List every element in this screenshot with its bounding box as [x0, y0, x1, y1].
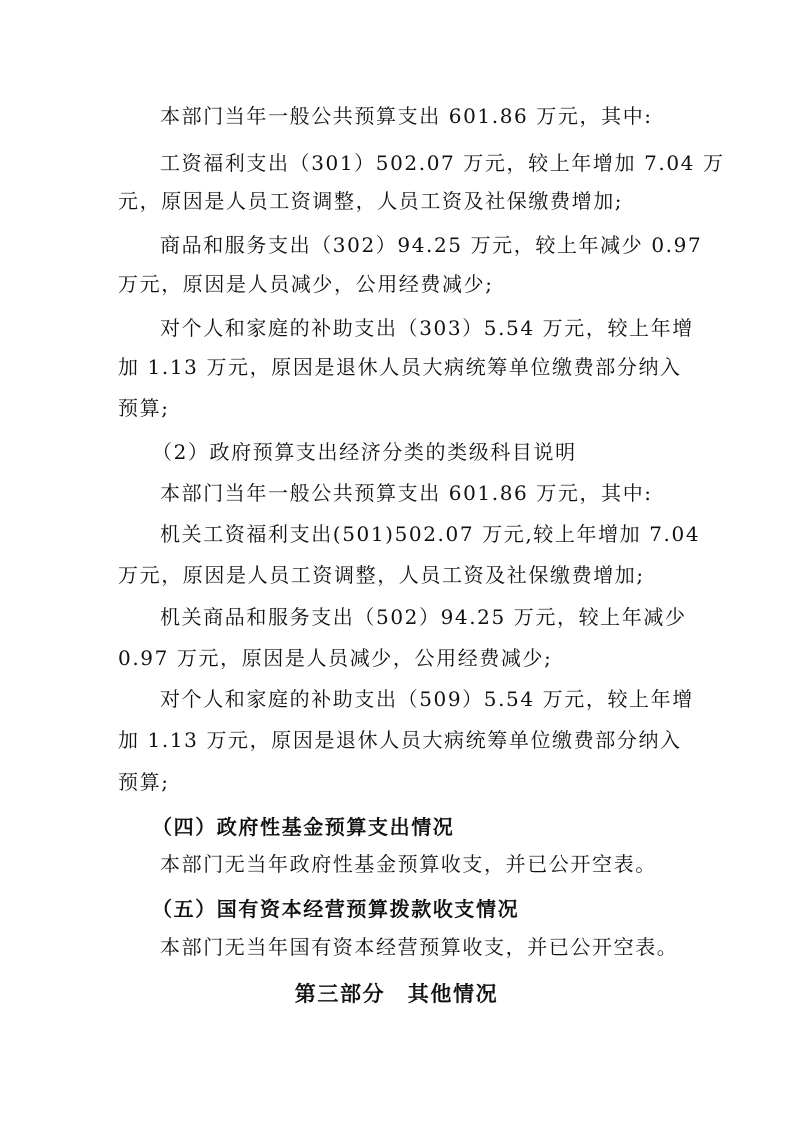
- subsection-title: （2）政府预算支出经济分类的类级科目说明: [152, 440, 577, 464]
- paragraph-line: 机关工资福利支出(501)502.07 万元,较上年增加 7.04: [160, 522, 701, 546]
- paragraph-line: 商品和服务支出（302）94.25 万元，较上年减少 0.97: [160, 233, 703, 257]
- section-title-government-fund: （四）政府性基金预算支出情况: [152, 815, 455, 839]
- paragraph-line: 对个人和家庭的补助支出（509）5.54 万元，较上年增: [160, 687, 694, 711]
- paragraph-line: 本部门无当年国有资本经营预算收支，并已公开空表。: [160, 935, 679, 959]
- paragraph-line: 对个人和家庭的补助支出（303）5.54 万元，较上年增: [160, 316, 694, 340]
- paragraph-line: 加 1.13 万元，原因是退休人员大病统筹单位缴费部分纳入: [118, 355, 682, 379]
- paragraph-line: 预算;: [118, 770, 170, 794]
- paragraph-line: 预算;: [118, 396, 170, 420]
- paragraph-line: 本部门当年一般公共预算支出 601.86 万元，其中:: [160, 481, 653, 505]
- paragraph-line: 本部门无当年政府性基金预算收支，并已公开空表。: [160, 852, 657, 876]
- paragraph-line: 0.97 万元，原因是人员减少，公用经费减少;: [118, 646, 553, 670]
- paragraph-line: 万元，原因是人员减少，公用经费减少;: [118, 272, 494, 296]
- paragraph-line: 本部门当年一般公共预算支出 601.86 万元，其中:: [160, 104, 653, 128]
- paragraph-line: 工资福利支出（301）502.07 万元，较上年增加 7.04 万: [160, 151, 725, 175]
- paragraph-line: 加 1.13 万元，原因是退休人员大病统筹单位缴费部分纳入: [118, 728, 682, 752]
- paragraph-line: 机关商品和服务支出（502）94.25 万元，较上年减少: [160, 605, 687, 629]
- part-heading: 第三部分 其他情况: [294, 981, 499, 1006]
- paragraph-line: 万元，原因是人员工资调整，人员工资及社保缴费增加;: [118, 563, 645, 587]
- section-title-state-capital: （五）国有资本经营预算拨款收支情况: [152, 897, 520, 921]
- paragraph-line: 元，原因是人员工资调整，人员工资及社保缴费增加;: [118, 189, 624, 213]
